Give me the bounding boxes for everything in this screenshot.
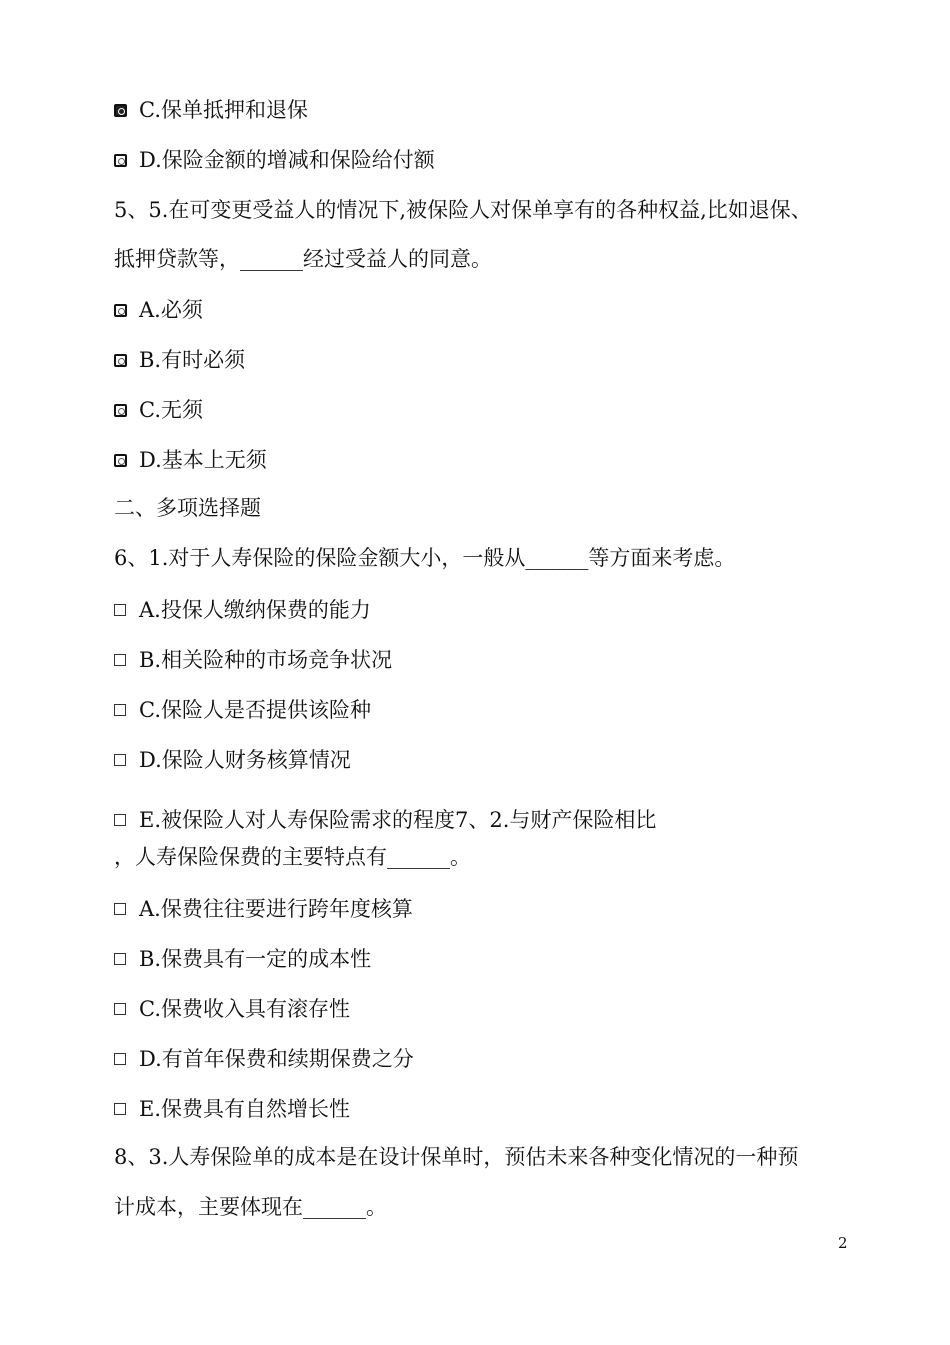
radio-icon[interactable] — [114, 154, 127, 167]
checkbox-icon[interactable] — [114, 1053, 126, 1065]
question-5-line1: 5、5.在可变更受益人的情况下,被保险人对保单享有的各种权益,比如退保、 — [114, 198, 812, 222]
option-label: C.保单抵押和退保 — [139, 98, 308, 122]
checkbox-icon[interactable] — [114, 814, 126, 826]
option-7d[interactable] — [114, 1045, 414, 1073]
option-label: C.保险人是否提供该险种 — [139, 698, 371, 722]
checkbox-icon[interactable] — [114, 903, 126, 915]
option-label: B.有时必须 — [139, 348, 246, 372]
option-6e[interactable] — [114, 806, 656, 834]
option-label: D.保险人财务核算情况 — [139, 748, 351, 772]
option-label: E.保费具有自然增长性 — [139, 1097, 351, 1121]
option-7b[interactable] — [114, 945, 371, 973]
option-label: B.相关险种的市场竞争状况 — [139, 648, 393, 672]
question-8-line1: 8、3.人寿保险单的成本是在设计保单时，预估未来各种变化情况的一种预 — [114, 1145, 799, 1169]
radio-selected-icon[interactable] — [114, 104, 127, 117]
option-7c[interactable] — [114, 995, 350, 1023]
option-label: C.无须 — [139, 398, 203, 422]
option-5a[interactable] — [114, 296, 203, 324]
option-5d[interactable] — [114, 446, 267, 474]
option-4c[interactable] — [114, 96, 308, 124]
option-5c[interactable] — [114, 396, 203, 424]
option-6b[interactable] — [114, 646, 392, 674]
option-label: D.保险金额的增减和保险给付额 — [139, 148, 435, 172]
option-4d[interactable] — [114, 146, 435, 174]
radio-icon[interactable] — [114, 454, 127, 467]
radio-icon[interactable] — [114, 354, 127, 367]
checkbox-icon[interactable] — [114, 654, 126, 666]
option-label: A.投保人缴纳保费的能力 — [139, 598, 371, 622]
option-label: A.必须 — [139, 298, 203, 322]
question-5-line2: 抵押贷款等，______经过受益人的同意。 — [114, 247, 492, 271]
option-label: D.基本上无须 — [139, 448, 267, 472]
option-label: C.保费收入具有滚存性 — [139, 997, 350, 1021]
question-6: 6、1.对于人寿保险的保险金额大小，一般从______等方面来考虑。 — [114, 546, 736, 570]
option-6a[interactable] — [114, 596, 371, 624]
radio-icon[interactable] — [114, 404, 127, 417]
checkbox-icon[interactable] — [114, 1003, 126, 1015]
option-label: D.有首年保费和续期保费之分 — [139, 1047, 414, 1071]
page-number: 2 — [838, 1234, 848, 1252]
option-6c[interactable] — [114, 696, 371, 724]
radio-icon[interactable] — [114, 304, 127, 317]
section-heading: 二、多项选择题 — [114, 496, 261, 520]
option-6d[interactable] — [114, 746, 351, 774]
option-5b[interactable] — [114, 346, 245, 374]
option-label: E.被保险人对人寿保险需求的程度7、2.与财产保险相比 — [139, 808, 657, 832]
checkbox-icon[interactable] — [114, 704, 126, 716]
option-label: A.保费往往要进行跨年度核算 — [139, 897, 413, 921]
question-7-continued: ，人寿保险保费的主要特点有______。 — [114, 845, 471, 869]
question-8-line2: 计成本，主要体现在______。 — [114, 1195, 387, 1219]
option-7e[interactable] — [114, 1095, 350, 1123]
option-label: B.保费具有一定的成本性 — [139, 947, 372, 971]
checkbox-icon[interactable] — [114, 754, 126, 766]
option-7a[interactable] — [114, 895, 413, 923]
checkbox-icon[interactable] — [114, 604, 126, 616]
checkbox-icon[interactable] — [114, 1103, 126, 1115]
checkbox-icon[interactable] — [114, 953, 126, 965]
